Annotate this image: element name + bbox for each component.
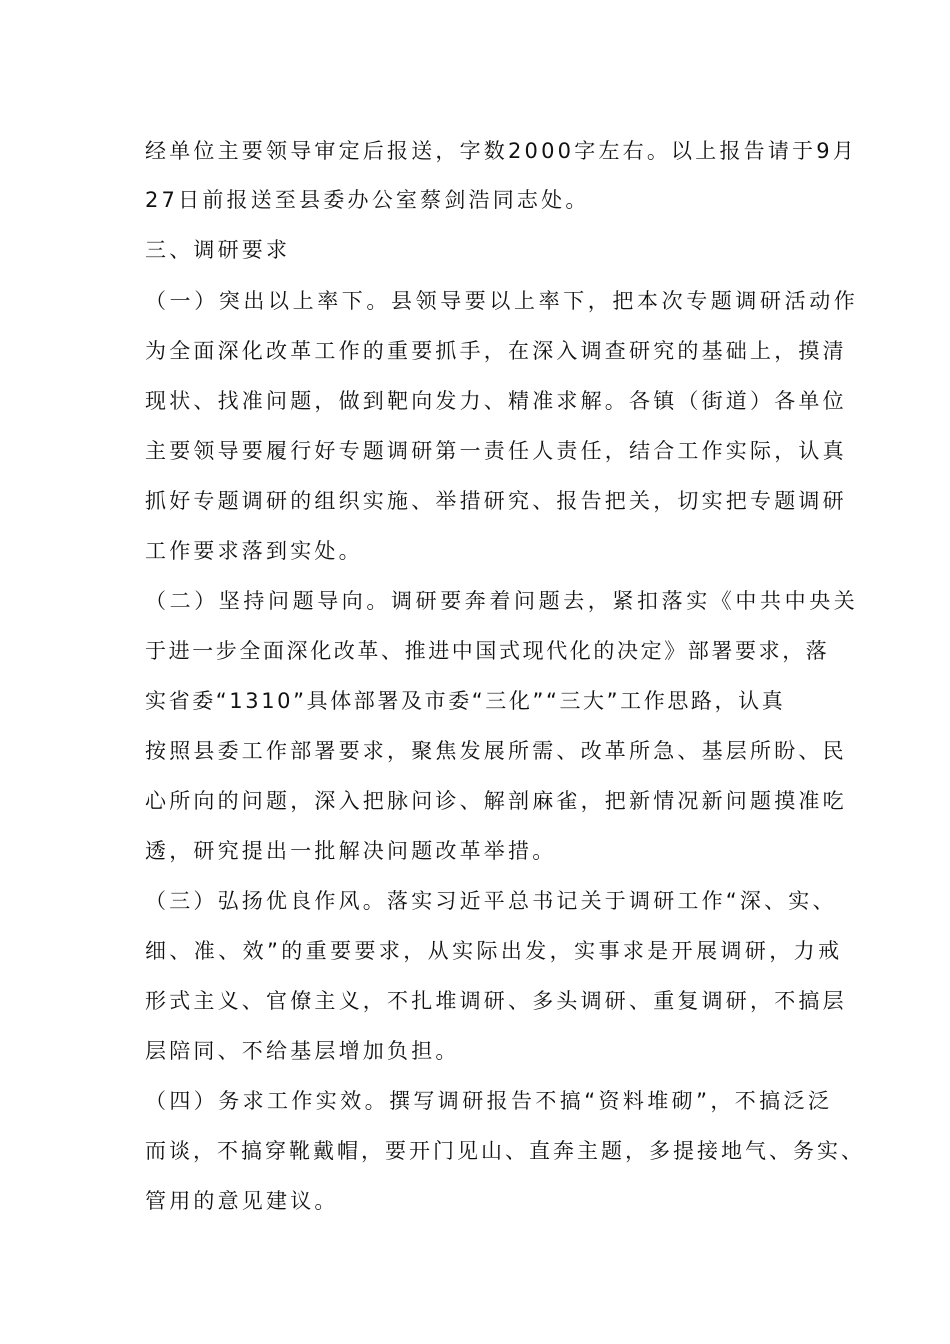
body-text-line: 层陪同、不给基层增加负担。 <box>145 1039 460 1063</box>
body-text-line: 心所向的问题，深入把脉问诊、解剖麻雀，把新情况新问题摸准吃 <box>145 789 847 813</box>
body-text-line: （二）坚持问题导向。调研要奔着问题去，紧扣落实《中共中央关 <box>145 589 859 613</box>
body-text-line: 为全面深化改革工作的重要抓手，在深入调查研究的基础上，摸清 <box>145 339 847 363</box>
body-text-line: （一）突出以上率下。县领导要以上率下，把本次专题调研活动作 <box>145 289 859 313</box>
body-text-line: （四）务求工作实效。撰写调研报告不搞“资料堆砌”，不搞泛泛 <box>145 1089 833 1113</box>
body-text-line: 按照县委工作部署要求，聚焦发展所需、改革所急、基层所盼、民 <box>145 739 847 763</box>
body-text-line: 抓好专题调研的组织实施、举措研究、报告把关，切实把专题调研 <box>145 489 847 513</box>
body-text-line: 形式主义、官僚主义，不扎堆调研、多头调研、重复调研，不搞层 <box>145 989 847 1013</box>
body-text-line: 细、准、效”的重要要求，从实际出发，实事求是开展调研，力戒 <box>145 939 843 963</box>
body-text-line: 工作要求落到实处。 <box>145 539 363 563</box>
body-text-line: 实省委“1310”具体部署及市委“三化”“三大”工作思路，认真 <box>145 689 786 713</box>
body-text-line: 而谈，不搞穿靴戴帽，要开门见山、直奔主题，多提接地气、务实、 <box>145 1139 865 1163</box>
body-text-line: 主要领导要履行好专题调研第一责任人责任，结合工作实际，认真 <box>145 439 847 463</box>
body-text-line: 现状、找准问题，做到靶向发力、精准求解。各镇（街道）各单位 <box>145 389 847 413</box>
body-text-line: 透，研究提出一批解决问题改革举措。 <box>145 839 557 863</box>
section-heading: 三、调研要求 <box>145 238 291 262</box>
body-text-line: 27日前报送至县委办公室蔡剑浩同志处。 <box>145 188 590 212</box>
body-text-line: 管用的意见建议。 <box>145 1189 339 1213</box>
body-text-line: 于进一步全面深化改革、推进中国式现代化的决定》部署要求，落 <box>145 639 830 663</box>
body-text-line: 经单位主要领导审定后报送，字数2000字左右。以上报告请于9月 <box>145 139 858 163</box>
body-text-line: （三）弘扬优良作风。落实习近平总书记关于调研工作“深、实、 <box>145 889 837 913</box>
